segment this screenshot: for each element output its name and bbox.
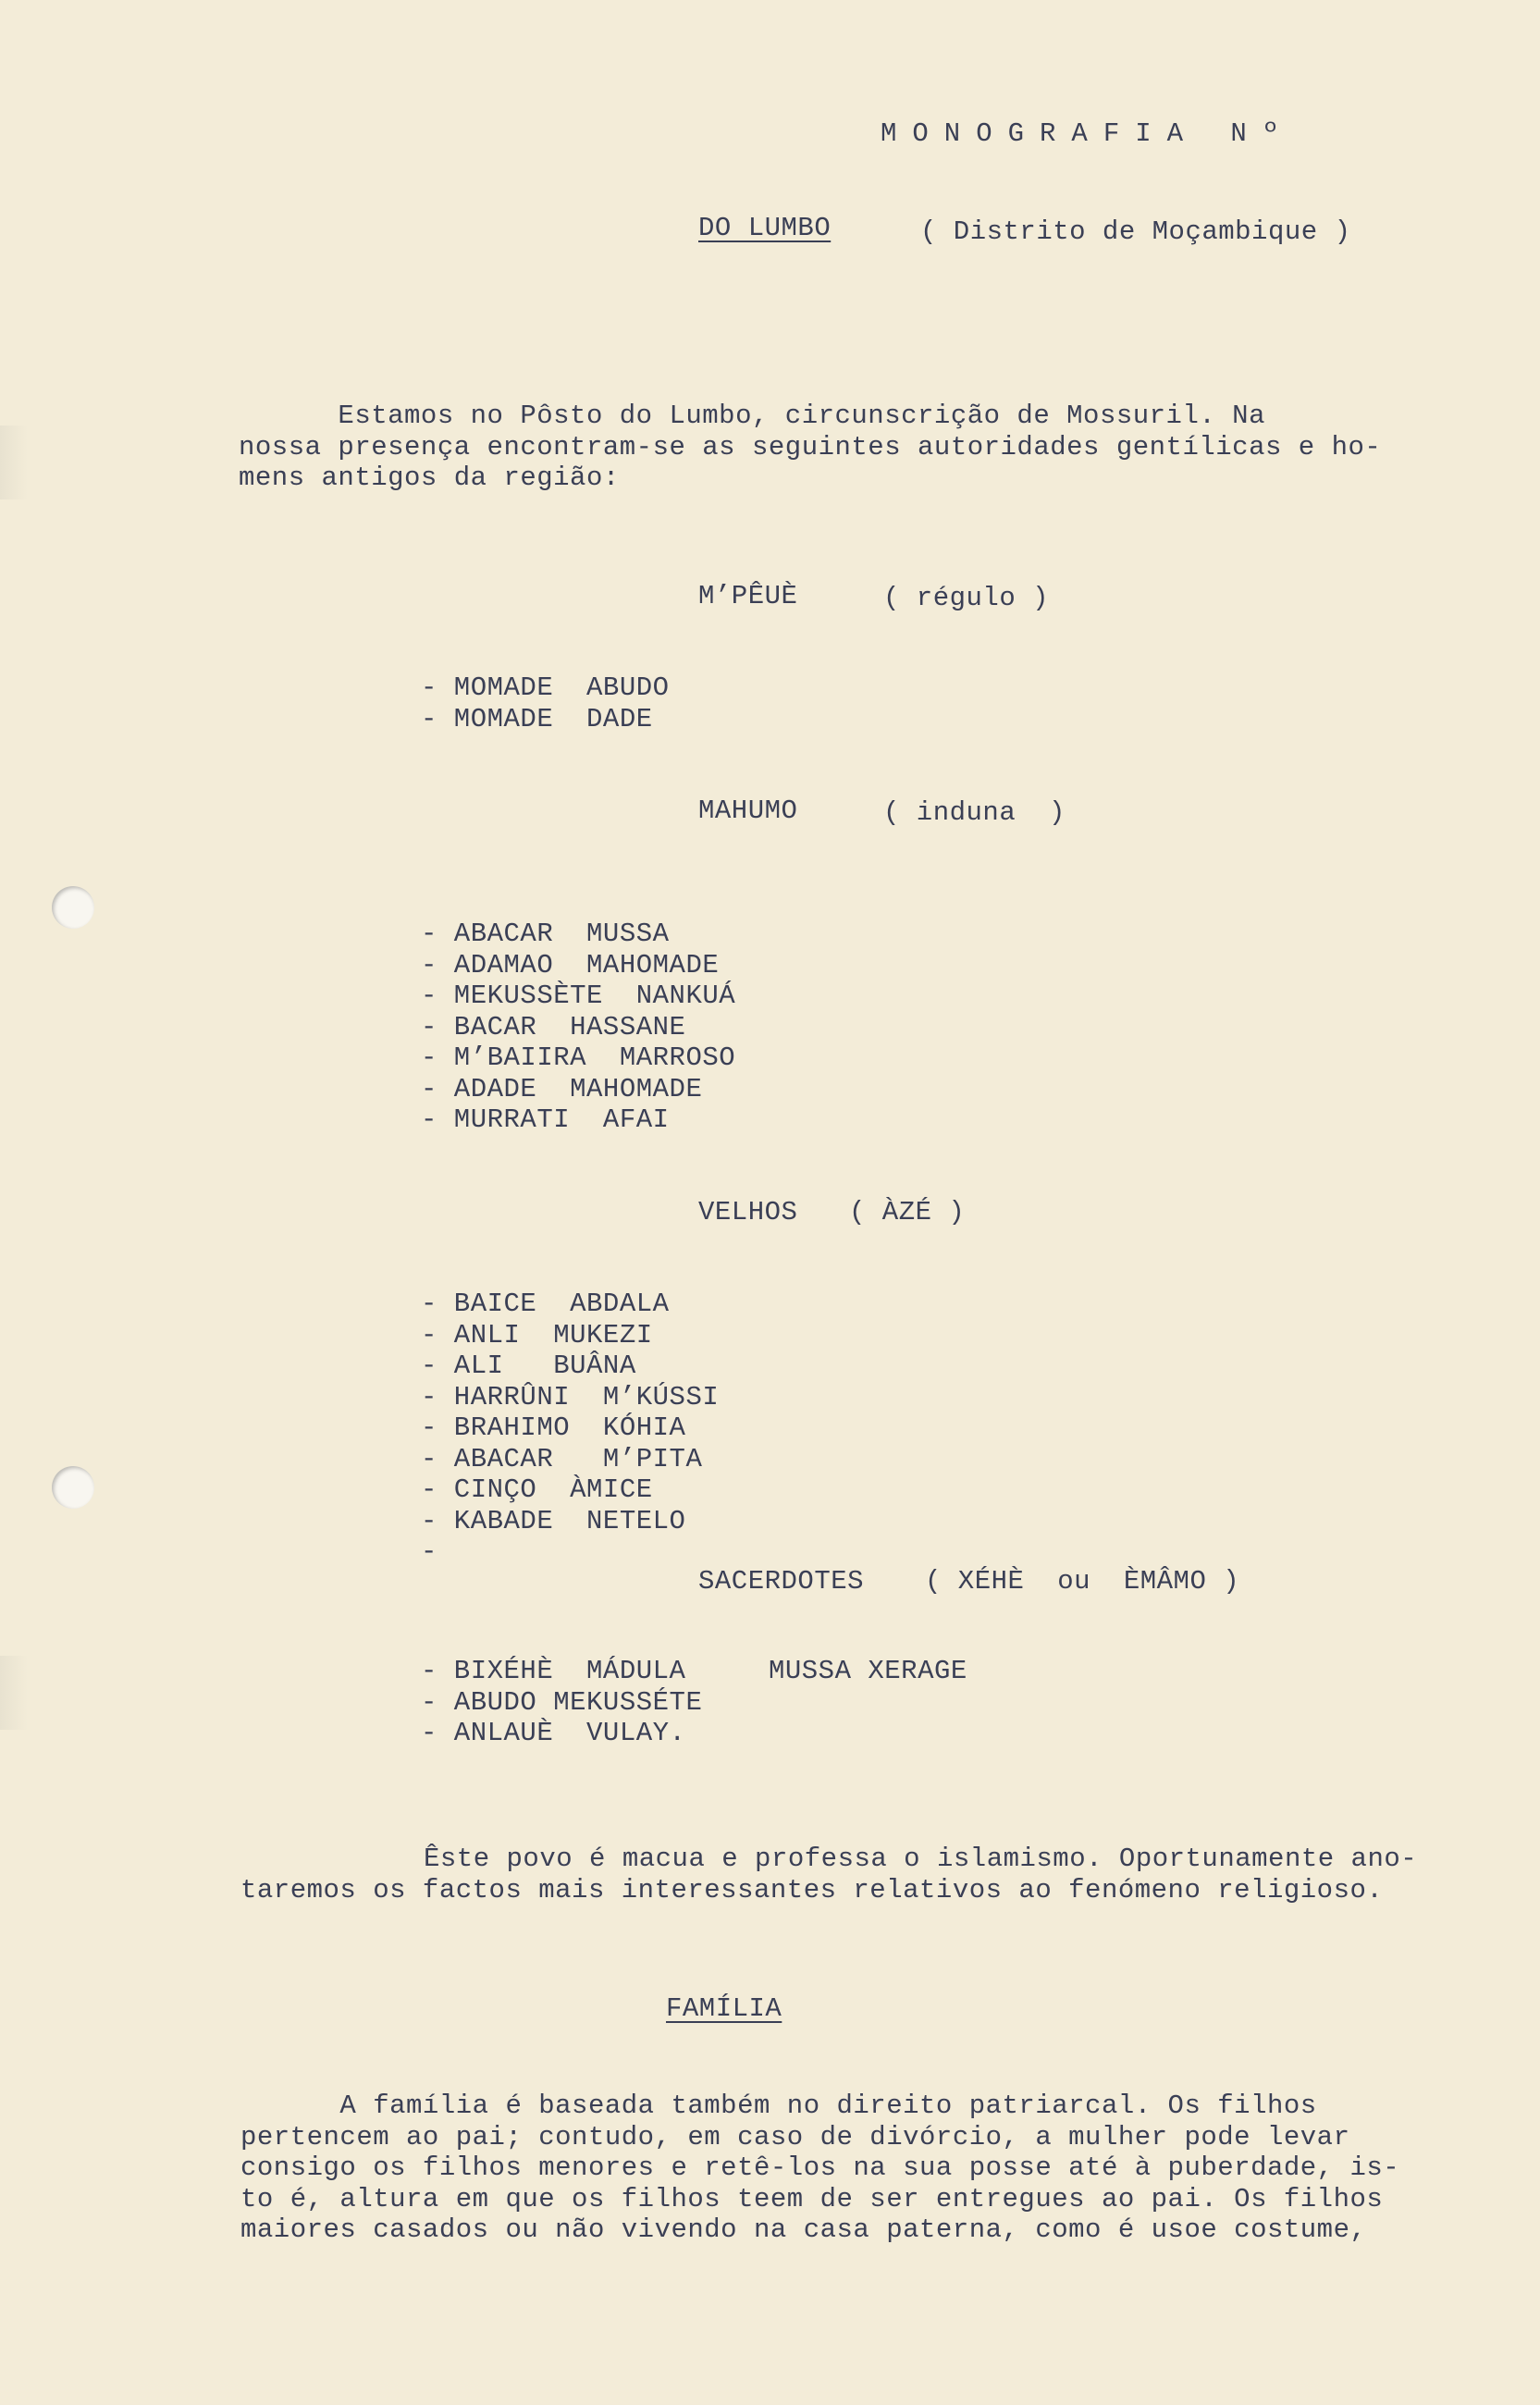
religion-line: Êste povo é macua e professa o islamismo. Oportunamente ano-	[424, 1844, 1418, 1874]
intro-line: mens antigos da região:	[239, 462, 620, 493]
list-item: - MEKUSSÈTE NANKUÁ	[421, 980, 736, 1011]
list-item: - BRAHIMO KÓHIA	[421, 1412, 686, 1443]
list-item: -	[421, 1536, 437, 1567]
list-item: - BIXÉHÈ MÁDULA MUSSA XERAGE	[421, 1656, 967, 1686]
punch-hole-top	[52, 886, 94, 929]
intro-line: Estamos no Pôsto do Lumbo, circunscrição de Mossuril. Na	[239, 401, 1265, 431]
list-item: - ABACAR MUSSA	[421, 919, 670, 949]
list-item: - M’BAIIRA MARROSO	[421, 1042, 736, 1073]
familia-heading: FAMÍLIA	[666, 1993, 782, 2024]
regulo-list	[421, 672, 670, 734]
list-item: - ABUDO MEKUSSÉTE	[421, 1686, 703, 1718]
velhos-note: ( ÀZÉ )	[849, 1197, 966, 1227]
list-item: - MOMADE ABUDO	[421, 672, 670, 703]
induna-list	[421, 919, 735, 1136]
list-item: - ADAMAO MAHOMADE	[421, 949, 720, 980]
list-item: - HARRÛNI M’KÚSSI	[421, 1381, 720, 1412]
intro-line: nossa presença encontram-se as seguintes autoridades gentílicas e ho-	[239, 431, 1382, 462]
list-item: - ANLI MUKEZI	[421, 1319, 653, 1350]
list-item: - ANLAUÈ VULAY.	[421, 1718, 686, 1748]
sacerdotes-list	[421, 1656, 967, 1749]
religion-paragraph-cont	[240, 1875, 1383, 1906]
religion-paragraph	[424, 1844, 1417, 1875]
place-name: DO LUMBO	[698, 213, 832, 243]
list-item: - MURRATI AFAI	[421, 1104, 670, 1135]
list-item: - ALI BUÂNA	[421, 1350, 636, 1381]
edge-tear-2	[0, 1656, 28, 1730]
list-item: - BACAR HASSANE	[421, 1011, 686, 1042]
regulo-note: ( régulo )	[883, 583, 1050, 613]
familia-line: consigo os filhos menores e retê-los na sua posse até à puberdade, is-	[240, 2152, 1400, 2183]
regulo-title: M’PÊUÈ	[698, 581, 798, 611]
induna-note: ( induna )	[883, 797, 1066, 828]
list-item: - KABADE NETELO	[421, 1505, 686, 1536]
induna-title: MAHUMO	[698, 796, 798, 826]
familia-line: pertencem ao pai; contudo, em caso de divórcio, a mulher pode levar	[240, 2121, 1350, 2152]
velhos-list	[421, 1289, 719, 1568]
edge-tear-1	[0, 426, 28, 500]
list-item: - ABACAR M’PITA	[421, 1443, 703, 1474]
familia-line: A família é baseada também no direito patriarcal. Os filhos	[240, 2090, 1317, 2121]
sacerdotes-note: ( XÉHÈ ou ÈMÂMO )	[925, 1566, 1240, 1597]
document-title: MONOGRAFIA Nº	[881, 118, 1295, 149]
familia-paragraph	[240, 2090, 1399, 2246]
familia-line: maiores casados ou não vivendo na casa paterna, como é usoe costume,	[240, 2214, 1367, 2245]
familia-line: to é, altura em que os filhos teem de ser entregues ao pai. Os filhos	[240, 2183, 1384, 2214]
velhos-title: VELHOS	[698, 1197, 798, 1227]
list-item: - MOMADE DADE	[421, 703, 653, 734]
list-item: - ADADE MAHOMADE	[421, 1073, 703, 1104]
intro-paragraph	[239, 401, 1381, 494]
list-item: - CINÇO ÀMICE	[421, 1474, 653, 1505]
sacerdotes-title: SACERDOTES	[698, 1566, 865, 1597]
list-item: - BAICE ABDALA	[421, 1289, 670, 1319]
religion-line: taremos os factos mais interessantes relativos ao fenómeno religioso.	[240, 1875, 1384, 1906]
district-name: ( Distrito de Moçambique )	[920, 216, 1351, 247]
punch-hole-bottom	[52, 1466, 94, 1509]
